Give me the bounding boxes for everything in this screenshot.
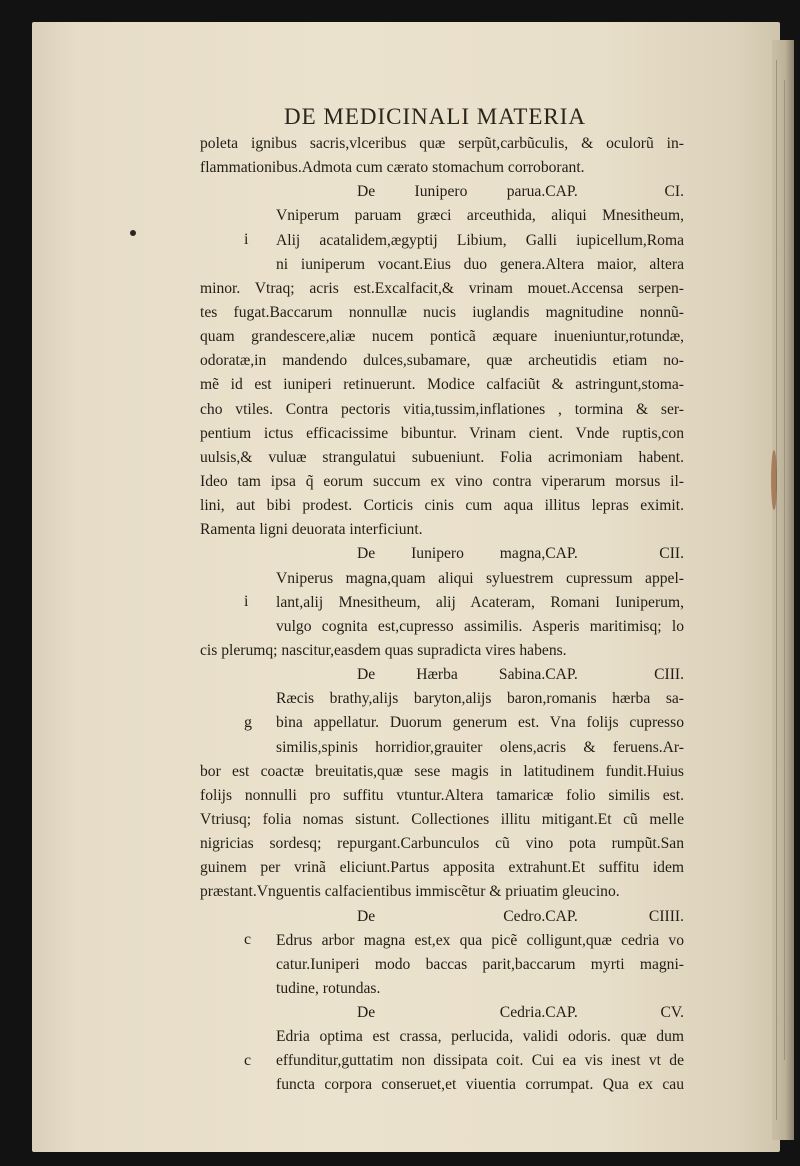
text-line: tes fugat.Baccarum nonnullæ nucis iuglandis magnitudine nonnũ- xyxy=(200,303,684,321)
marginal-letter: i xyxy=(244,230,249,248)
text-line: cis plerumq; nascitur,easdem quas supradicta vires habens. xyxy=(200,641,567,659)
text-line: lant,alij Mnesitheum, alij Acateram, Romani Iuniperum, xyxy=(276,593,684,611)
text-line: ni iuniperum vocant.Eius duo genera.Altera maior, altera xyxy=(276,255,684,273)
chapter-number: CAP. CI. xyxy=(545,183,684,201)
page-edge-line xyxy=(776,60,777,1120)
text-line: effunditur,guttatim non dissipata coit. Cui ea vis inest vt de xyxy=(276,1052,684,1070)
chapter-heading xyxy=(200,905,684,929)
stain-mark xyxy=(771,450,777,510)
text-line: functa corpora conseruet,et viuentia corrumpat. Qua ex cau xyxy=(276,1076,684,1094)
chapter-heading xyxy=(200,542,684,566)
chapter-title: De Iunipero parua. xyxy=(357,183,546,201)
text-line: odoratæ,in mandendo dulces,subamare, quæ archeutidis etiam no- xyxy=(200,352,684,370)
page-edge-line xyxy=(784,80,785,1060)
text-line: similis,spinis horridior,grauiter olens,acris & feruens.Ar- xyxy=(276,738,684,756)
text-line: lini, aut bibi prodest. Corticis cinis cum aqua illitus lepras eximit. xyxy=(200,497,684,515)
marginal-letter: i xyxy=(244,592,249,610)
running-head-text: DE MEDICINALI MATERIA xyxy=(283,104,587,129)
text-line: cho vtiles. Contra pectoris vitia,tussim,inflationes , tormina & ser- xyxy=(200,400,684,418)
text-line: uulsis,& vuluæ strangulatui subueniunt. Folia acrimoniam habent. xyxy=(200,448,684,466)
text-line: Edrus arbor magna est,ex qua picẽ colligunt,quæ cedria vo xyxy=(276,931,684,949)
text-line: bor est coactæ breuitatis,quæ sese magis in latitudinem fundit.Huius xyxy=(200,762,684,780)
text-line: præstant.Vnguentis calfacientibus immiscẽtur & priuatim gleucino. xyxy=(200,883,620,901)
text-line: Vniperum paruam græci arceuthida, aliqui Mnesitheum, xyxy=(276,207,684,225)
text-line: quam grandescere,aliæ nucem ponticã æquare inueniuntur,rotundæ, xyxy=(200,328,684,346)
chapter-heading xyxy=(200,1001,684,1025)
text-line: Ideo tam ipsa q̃ eorum succum ex vino contra viperarum morsus il- xyxy=(200,472,684,490)
chapter-title: De Iunipero magna, xyxy=(357,545,546,563)
chapter-title: De Cedro. xyxy=(357,907,546,925)
marginal-letter: c xyxy=(244,930,252,948)
text-line: pentium ictus efficacissime bibuntur. Vrinam cient. Vnde ruptis,con xyxy=(200,424,684,442)
text-line: poleta ignibus sacris,vlceribus quæ serpũt,carbũculis, & oculorũ in- xyxy=(200,135,684,152)
chapter-number: CAP. CIIII. xyxy=(545,907,684,925)
text-block xyxy=(200,132,684,1098)
text-line: nigricias sordesq; repurgant.Carbunculos cũ vino pota rumpũt.San xyxy=(200,835,684,853)
text-line: bina appellatur. Duorum generum est. Vna folijs cupresso xyxy=(276,714,684,732)
ink-dot xyxy=(130,230,136,236)
text-line: vulgo cognita est,cupresso assimilis. Asperis maritimisq; lo xyxy=(276,617,684,635)
text-line: folijs nonnulli pro suffitu vtuntur.Altera tamaricæ folio similis est. xyxy=(200,786,684,804)
marginal-letter: c xyxy=(244,1051,252,1069)
text-line: minor. Vtraq; acris est.Excalfacit,& vrinam mouet.Accensa serpen- xyxy=(200,279,684,297)
marginal-letter: g xyxy=(244,713,252,731)
text-line: guinem per vrinã eliciunt.Partus apposita extrahunt.Et suffitu idem xyxy=(200,859,684,877)
text-line: Alij acatalidem,ægyptij Libium, Galli iupicellum,Roma xyxy=(276,231,684,249)
text-line: tudine, rotundas. xyxy=(276,979,381,997)
running-head xyxy=(70,104,800,130)
text-line: Vniperus magna,quam aliqui syluestrem cupressum appel- xyxy=(276,569,684,587)
chapter-title: De Hærba Sabina. xyxy=(357,666,546,684)
text-line: flammationibus.Admota cum cærato stomachum corroborant. xyxy=(200,159,585,177)
chapter-title: De Cedria. xyxy=(357,1004,546,1022)
chapter-heading xyxy=(200,663,684,687)
text-line: Ræcis brathy,alijs baryton,alijs baron,romanis hærba sa- xyxy=(276,690,684,708)
chapter-heading xyxy=(200,180,684,204)
text-line: Edria optima est crassa, perlucida, validi odoris. quæ dum xyxy=(276,1028,684,1046)
chapter-number: CAP. CV. xyxy=(545,1004,684,1022)
text-line: mẽ id est iuniperi retinuerunt. Modice calfaciũt & astringunt,stoma- xyxy=(200,376,684,394)
text-line: Vtriusq; folia nomas sistunt. Collectiones illitu mitigant.Et cũ melle xyxy=(200,810,684,828)
chapter-number: CAP. CII. xyxy=(545,545,684,563)
text-line: Ramenta ligni deuorata interficiunt. xyxy=(200,521,423,539)
chapter-number: CAP. CIII. xyxy=(545,666,684,684)
text-line: catur.Iuniperi modo baccas parit,baccarum myrti magni- xyxy=(276,955,684,973)
